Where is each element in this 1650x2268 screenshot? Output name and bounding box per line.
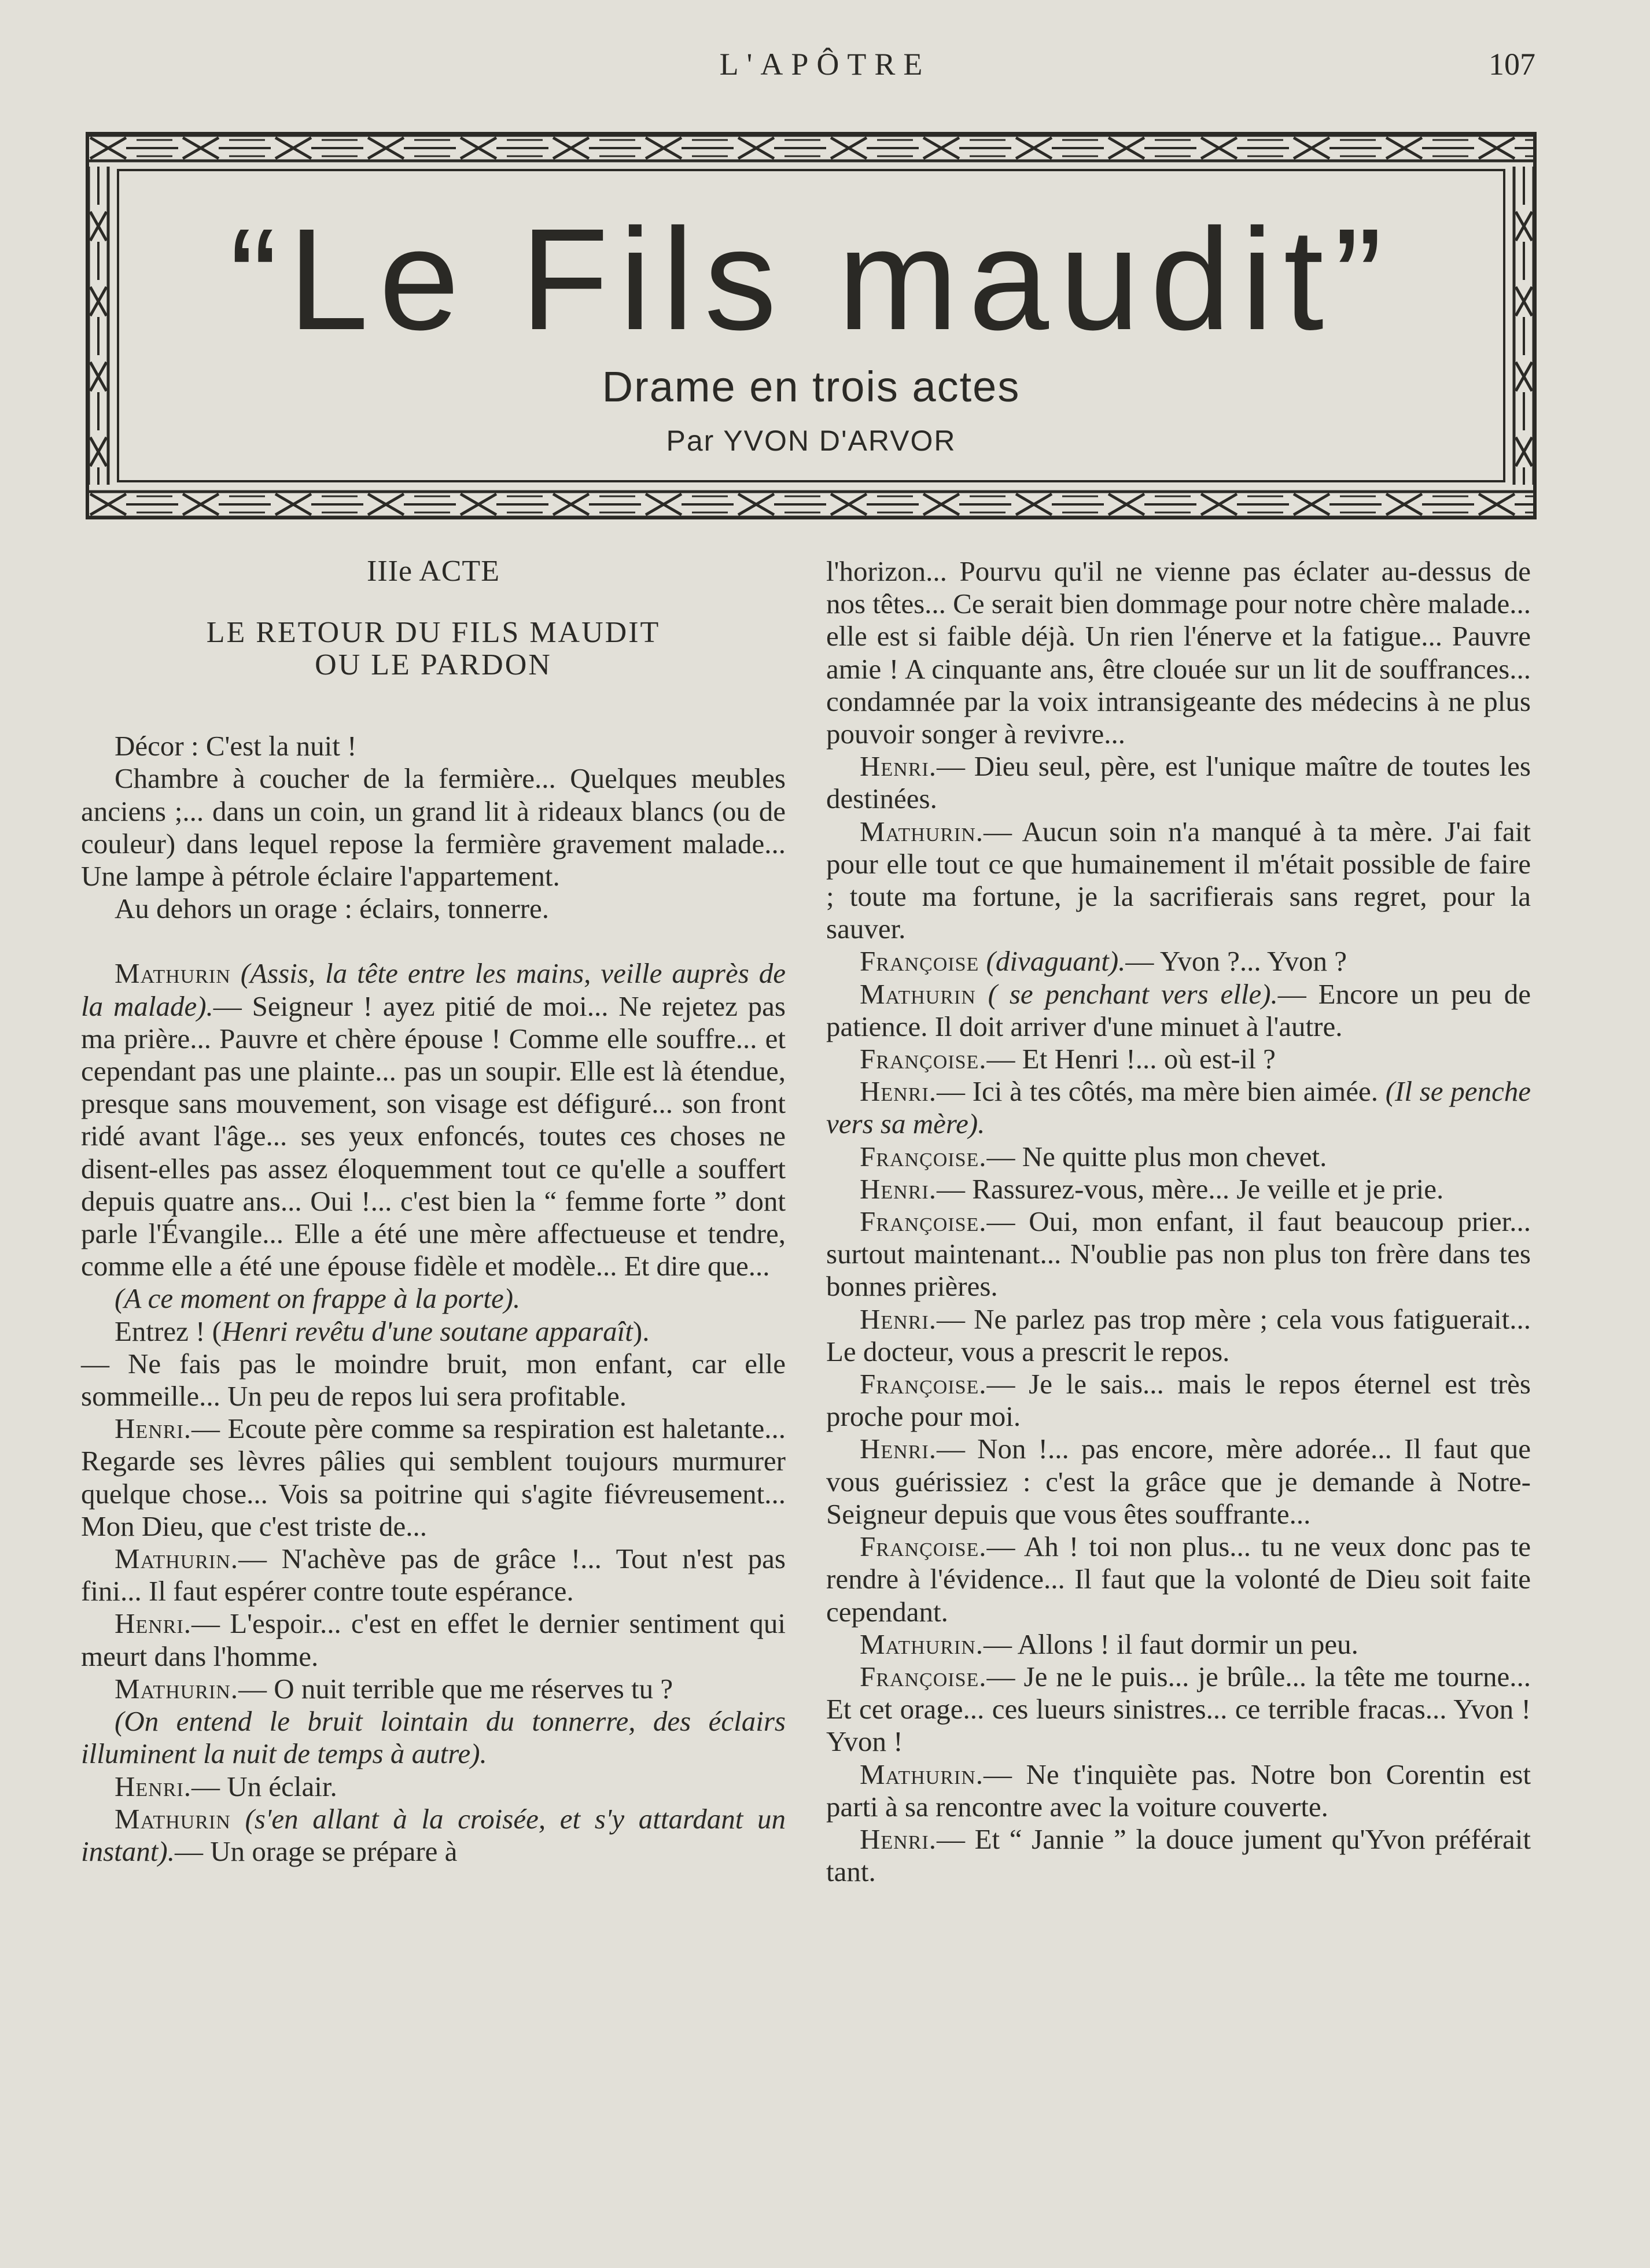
speaker-name: Françoise. xyxy=(860,1205,987,1238)
speaker-name: Mathurin. xyxy=(860,1758,984,1790)
dialogue-text: — Non !... pas encore, mère adorée... Il faut que vous guérissiez : c'est la grâce que je demande à Notre-Seigneur depuis que vous êtes souffrante... xyxy=(826,1433,1531,1530)
dialogue-text: — O nuit terrible que me réserves tu ? xyxy=(238,1672,673,1705)
dialogue-text: — Rassurez-vous, mère... Je veille et je prie. xyxy=(936,1172,1444,1205)
dialogue-text: — Aucun soin n'a manqué à ta mère. J'ai fait pour elle tout ce que humainement il m'était possible de faire ; toute ma fortune, je la sacrifierais sans regret, pour la sauver. xyxy=(826,815,1531,945)
speaker-name: Mathurin xyxy=(115,1802,231,1835)
dialogue-text: — Un orage se prépare à xyxy=(174,1835,458,1867)
dialogue-paragraph xyxy=(826,1075,1531,1140)
setting-paragraph: Chambre à coucher de la fermière... Quelques meubles anciens ;... dans un coin, un grand lit à rideaux blancs (ou de couleur) dans lequel repose la fermière gravement malade... Une lampe à pétrole éclaire l'appartement. xyxy=(81,762,786,893)
dialogue-paragraph xyxy=(81,1413,786,1543)
dialogue-paragraph xyxy=(81,957,786,1282)
speaker-name: Henri. xyxy=(860,1172,937,1205)
dialogue-paragraph xyxy=(826,1433,1531,1531)
dialogue-paragraph xyxy=(81,1607,786,1672)
dialogue-paragraph xyxy=(826,1173,1531,1205)
dialogue-text: — Je le sais... mais le repos éternel est très proche pour moi. xyxy=(826,1368,1531,1433)
paragraph-gap xyxy=(81,925,786,957)
dialogue-text: — Ecoute père comme sa respiration est haletante... Regarde ses lèvres pâlies qui semblent toujours murmurer quelque chose... Vois sa poitrine qui s'agite fiévreusement... Mon Dieu, que c'est triste de... xyxy=(81,1413,786,1542)
dialogue-text: — Et Henri !... où est-il ? xyxy=(986,1043,1276,1075)
dialogue-paragraph xyxy=(826,945,1531,978)
stage-direction: (divaguant). xyxy=(986,945,1126,978)
dialogue-text: ). xyxy=(632,1315,650,1347)
speaker-name: Mathurin xyxy=(115,957,231,990)
speaker-name: Henri. xyxy=(860,1075,937,1108)
scene-heading xyxy=(81,617,786,681)
dialogue-paragraph xyxy=(826,1043,1531,1075)
dialogue-paragraph xyxy=(826,1661,1531,1758)
dialogue-paragraph: — Ne fais pas le moindre bruit, mon enfant, car elle sommeille... Un peu de repos lui sera profitable. xyxy=(81,1347,786,1413)
play-subtitle: Drame en trois actes xyxy=(602,363,1021,411)
dialogue-text: — Je ne le puis... je brûle... la tête me tourne... Et cet orage... ces lueurs sinistres... ce terrible fracas... Yvon ! Yvon ! xyxy=(826,1660,1531,1758)
stage-direction: (Assis, la tête entre les mains, veille auprès de la malade). xyxy=(81,957,786,1022)
speaker-name: Henri. xyxy=(860,1823,937,1855)
dialogue-text: — Ne parlez pas trop mère ; cela vous fatiguerait... Le docteur, vous a prescrit le repos. xyxy=(826,1303,1531,1367)
stage-direction: ( se penchant vers elle). xyxy=(988,978,1278,1010)
dialogue-paragraph xyxy=(826,1368,1531,1433)
stage-direction: (Il se penche vers sa mère). xyxy=(826,1075,1531,1140)
dialogue-text: Entrez ! ( xyxy=(115,1315,222,1347)
scene-heading-line-2: OU LE PARDON xyxy=(315,648,552,682)
title-frame xyxy=(86,132,1537,519)
dialogue-text: — Oui, mon enfant, il faut beaucoup prier... surtout maintenant... N'oublie pas non plus ton frère dans tes bonnes prières. xyxy=(826,1205,1531,1303)
stage-direction: (A ce moment on frappe à la porte). xyxy=(115,1282,521,1315)
play-author: Par YVON D'ARVOR xyxy=(666,425,956,457)
speaker-name: Françoise. xyxy=(860,1660,987,1692)
dialogue-paragraph xyxy=(81,1673,786,1705)
dialogue-paragraph xyxy=(826,750,1531,815)
dialogue-text: — Ah ! toi non plus... tu ne veux donc pas te rendre à l'évidence... Il faut que la volonté de Dieu soit faite cependant. xyxy=(826,1531,1531,1628)
speaker-name: Françoise. xyxy=(860,1140,987,1172)
dialogue-text: — Dieu seul, père, est l'unique maître de toutes les destinées. xyxy=(826,750,1531,815)
dialogue-paragraph xyxy=(81,1771,786,1803)
speaker-name: Henri. xyxy=(115,1770,191,1802)
dialogue-paragraph xyxy=(81,1543,786,1607)
dialogue-paragraph xyxy=(826,1531,1531,1628)
speaker-name: Françoise xyxy=(860,945,979,978)
speaker-name: Mathurin xyxy=(860,978,976,1010)
stage-direction: Henri revêtu d'une soutane apparaît xyxy=(222,1315,633,1347)
speaker-name: Henri. xyxy=(115,1607,191,1640)
dialogue-text: — Allons ! il faut dormir un peu. xyxy=(984,1628,1358,1660)
speaker-name: Mathurin. xyxy=(860,1628,984,1660)
dialogue-text: — Ne quitte plus mon chevet. xyxy=(986,1140,1327,1172)
dialogue-text: — L'espoir... c'est en effet le dernier sentiment qui meurt dans l'homme. xyxy=(81,1607,786,1672)
play-title: “Le Fils maudit” xyxy=(229,198,1393,360)
right-column xyxy=(826,555,1531,1888)
dialogue-text: — Ici à tes côtés, ma mère bien aimée. xyxy=(936,1075,1378,1108)
dialogue-text: — Ne t'inquiète pas. Notre bon Corentin est parti à sa rencontre avec la voiture couverte. xyxy=(826,1758,1531,1823)
speaker-name: Henri. xyxy=(860,1433,937,1465)
dialogue-paragraph xyxy=(81,1803,786,1868)
left-column xyxy=(81,555,786,1868)
dialogue-paragraph: l'horizon... Pourvu qu'il ne vienne pas éclater au-dessus de nos têtes... Ce serait bien dommage pour notre chère malade... elle est si faible déjà. Un rien l'énerve et la fatigue... Pauvre amie ! A cinquante ans, être clouée sur un lit de souffrances... condamnée par la voix intransigeante des médecins à ne plus pouvoir songer à revivre... xyxy=(826,555,1531,750)
dialogue-paragraph xyxy=(826,1205,1531,1303)
stage-direction: (On entend le bruit lointain du tonnerre, des éclairs illuminent la nuit de temps à autre). xyxy=(81,1705,786,1770)
speaker-name: Mathurin. xyxy=(115,1543,239,1575)
running-header xyxy=(0,46,1650,93)
speaker-name: Françoise. xyxy=(860,1531,987,1563)
speaker-name: Henri. xyxy=(115,1413,191,1445)
dialogue-paragraph xyxy=(826,1758,1531,1823)
dialogue-paragraph xyxy=(826,1303,1531,1368)
dialogue-text: — Et “ Jannie ” la douce jument qu'Yvon préférait tant. xyxy=(826,1823,1531,1888)
dialogue-paragraph xyxy=(826,816,1531,946)
dialogue-paragraph xyxy=(826,1823,1531,1888)
page-number: 107 xyxy=(1489,47,1535,82)
dialogue-paragraph xyxy=(826,1628,1531,1661)
speaker-name: Françoise. xyxy=(860,1043,987,1075)
speaker-name: Mathurin. xyxy=(115,1672,239,1705)
setting-paragraph: Au dehors un orage : éclairs, tonnerre. xyxy=(115,893,550,925)
dialogue-text: — Yvon ?... Yvon ? xyxy=(1125,945,1347,978)
running-title: L'APÔTRE xyxy=(719,47,931,82)
dialogue-paragraph xyxy=(826,1141,1531,1173)
speaker-name: Henri. xyxy=(860,750,937,783)
dialogue-paragraph xyxy=(81,1315,786,1348)
stage-direction: (s'en allant à la croisée, et s'y attardant un instant). xyxy=(81,1802,786,1867)
speaker-name: Françoise. xyxy=(860,1368,987,1400)
speaker-name: Henri. xyxy=(860,1303,937,1335)
dialogue-paragraph xyxy=(826,978,1531,1043)
dialogue-text: — Encore un peu de patience. Il doit arriver d'une minuet à l'autre. xyxy=(826,978,1531,1042)
act-heading: IIIe ACTE xyxy=(367,555,500,588)
dialogue-text: — Seigneur ! ayez pitié de moi... Ne rejetez pas ma prière... Pauvre et chère épouse ! Comme elle souffre... et cependant pas une plainte... pas un soupir. Elle est là étendue, presque sans mouvement, son visage est défiguré... son front ridé avant l'âge... ses yeux enfoncés, toutes ces choses ne disent-elles pas assez éloquemment tout ce qu'elle a souffert depuis quatre ans... Oui !... c'est bien la “ femme forte ” dont parle l'Évangile... Elle a été une mère affectueuse et tendre, comme elle a été une épouse fidèle et modèle... Et dire que... xyxy=(81,990,786,1282)
speaker-name: Mathurin. xyxy=(860,815,984,847)
scene-heading-line-1: LE RETOUR DU FILS MAUDIT xyxy=(206,616,661,650)
setting-paragraph: Décor : C'est la nuit ! xyxy=(115,730,357,762)
dialogue-text: — Un éclair. xyxy=(191,1770,337,1802)
dialogue-text: — N'achève pas de grâce !... Tout n'est pas fini... Il faut espérer contre toute espérance. xyxy=(81,1543,786,1607)
